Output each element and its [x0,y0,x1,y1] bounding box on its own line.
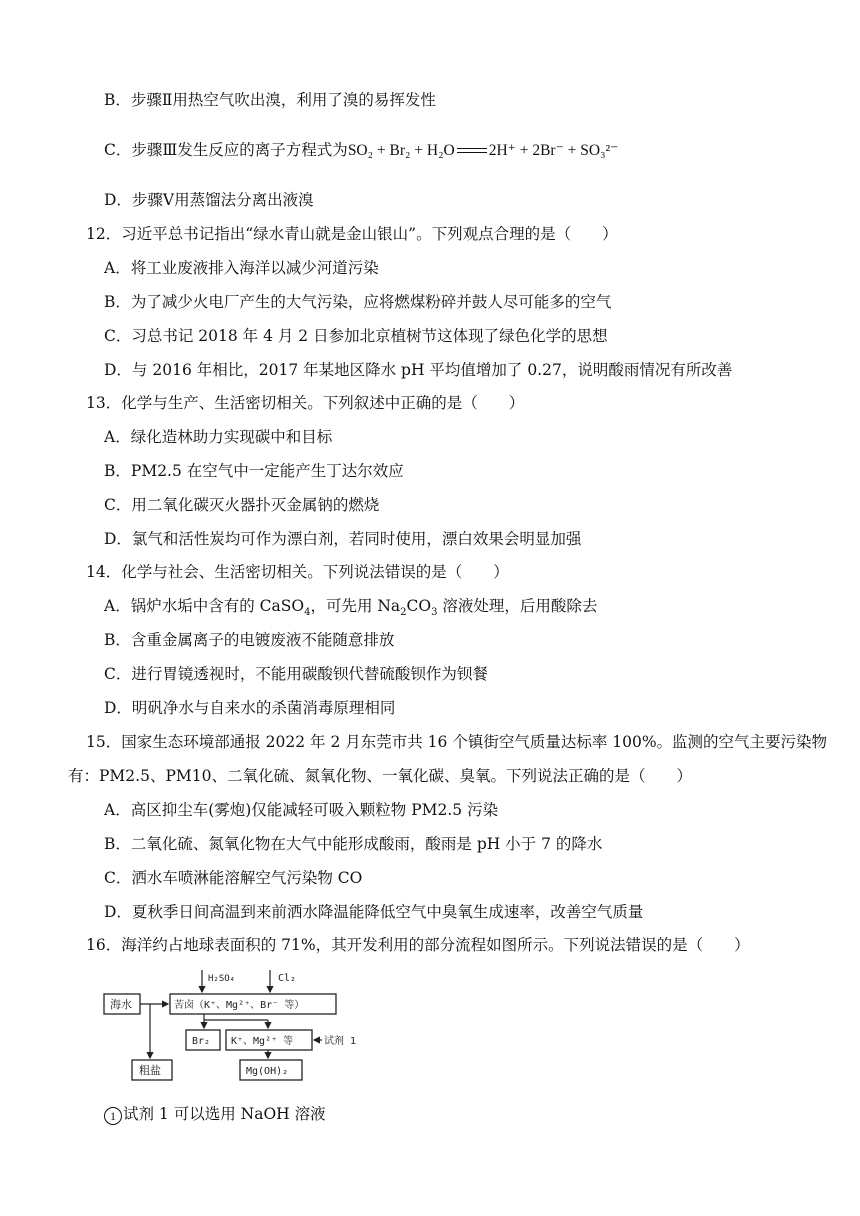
q12-option-c: C．习总书记 2018 年 4 月 2 日参加北京植树节这体现了绿色化学的思想 [104,327,608,345]
q14a-part3: CO [406,597,432,615]
q12-option-b: B．为了减少火电厂产生的大气污染，应将燃煤粉碎并鼓人尽可能多的空气 [104,293,612,311]
question-16: 16．海洋约占地球表面积的 71%，其开发利用的部分流程如图所示。下列说法错误的是（ ） [86,936,750,954]
q15-option-c: C．洒水车喷淋能溶解空气污染物 CO [104,869,363,887]
option-c-prefix: C．步骤Ⅲ发生反应的离子方程式为 [104,141,348,159]
q14-option-d: D．明矾净水与自来水的杀菌消毒原理相同 [104,699,396,717]
kmg-label: K⁺、Mg²⁺ 等 [231,1036,294,1047]
q15-option-b: B．二氧化硫、氮氧化物在大气中能形成酸雨，酸雨是 pH 小于 7 的降水 [104,835,603,853]
option-b-step2: B．步骤Ⅱ用热空气吹出溴，利用了溴的易挥发性 [104,91,436,109]
q13-option-b: B．PM2.5 在空气中一定能产生丁达尔效应 [104,462,404,480]
q13-option-c: C．用二氧化碳灭火器扑灭金属钠的燃烧 [104,496,380,514]
question-15-line1: 15．国家生态环境部通报 2022 年 2 月东莞市共 16 个镇街空气质量达标率 100%。监测的空气主要污染物 [86,733,828,751]
brine-label: 苦卤（K⁺、Mg²⁺、Br⁻ 等） [174,1000,305,1011]
circled-number-1: 1 [104,1107,122,1125]
option-d-step5: D．步骤Ⅴ用蒸馏法分离出液溴 [104,191,314,209]
question-12: 12．习近平总书记指出“绿水青山就是金山银山”。下列观点合理的是（ ） [86,225,618,243]
cl2-label: Cl₂ [278,973,297,984]
option-c-step3 [104,140,618,161]
q12-option-a: A．将工业废液排入海洋以减少河道污染 [104,259,379,277]
equals-sign [457,146,487,156]
seawater-label: 海水 [110,998,132,1011]
mgoh2-label: Mg(OH)₂ [246,1066,289,1077]
question-15-line2: 有：PM2.5、PM10、二氧化硫、氮氧化物、一氧化碳、臭氧。下列说法正确的是（ ） [68,767,692,785]
q13-option-a: A．绿化造林助力实现碳中和目标 [104,428,333,446]
q12-option-d: D．与 2016 年相比，2017 年某地区降水 pH 平均值增加了 0.27，说明酸雨情况有所改善 [104,361,733,379]
equation-left: SO₂ + Br₂ + H₂O [347,142,455,159]
q14-option-b: B．含重金属离子的电镀废液不能随意排放 [104,631,395,649]
equation-right: 2H⁺ + 2Br⁻ + SO₃²⁻ [488,142,619,159]
reagent-label: 试剂 1 [324,1036,357,1047]
br2-label: Br₂ [192,1036,211,1047]
q14a-part2: ，可先用 Na [310,597,401,615]
statement-1 [104,1104,326,1125]
q14-option-c: C．进行胃镜透视时，不能用碳酸钡代替硫酸钡作为钡餐 [104,665,488,683]
q15-option-a: A．高区抑尘车(雾炮)仅能减轻可吸入颗粒物 PM2.5 污染 [104,801,499,819]
question-13: 13．化学与生产、生活密切相关。下列叙述中正确的是（ ） [86,394,525,412]
q15-option-d: D．夏秋季日间高温到来前洒水降温能降低空气中臭氧生成速率，改善空气质量 [104,903,644,921]
q13-option-d: D．氯气和活性炭均可作为漂白剂，若同时使用，漂白效果会明显加强 [104,530,582,548]
q14a-part4: 溶液处理，后用酸除去 [437,597,598,615]
h2so4-label: H₂SO₄ [208,974,236,984]
statement-1-text: 试剂 1 可以选用 NaOH 溶液 [123,1105,326,1123]
question-14: 14．化学与社会、生活密切相关。下列说法错误的是（ ） [86,563,509,581]
q14-option-a: A．锅炉水垢中含有的 CaSO$_4$，可先用 $Na_2CO_3$ 溶液处理，后用酸除去 [104,597,598,619]
q14a-part1: A．锅炉水垢中含有的 CaSO [104,597,305,615]
seawater-flow-diagram [100,964,380,1086]
salt-label: 粗盐 [139,1064,161,1077]
